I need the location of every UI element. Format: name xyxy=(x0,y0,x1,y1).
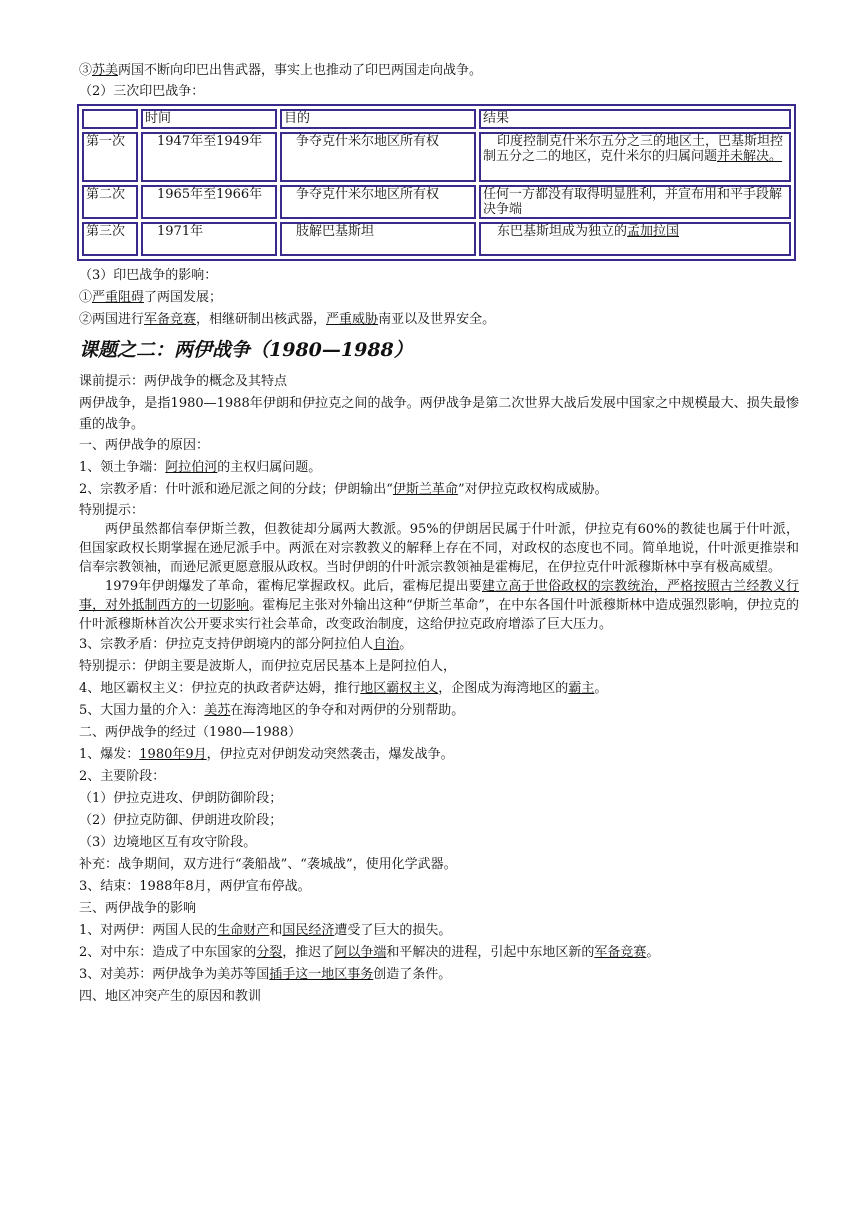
cell-result: 任何一方都没有取得明显胜利，并宣布用和平手段解决争端 xyxy=(479,185,791,219)
special-note-2: 特别提示：伊朗主要是波斯人，而伊拉克居民基本上是阿拉伯人， xyxy=(79,659,457,674)
header-cell: 结果 xyxy=(479,109,791,129)
table-row xyxy=(82,132,791,182)
cause-1: 1、领土争端：阿拉伯河的主权归属问题。 xyxy=(79,460,322,475)
row-label: 第一次 xyxy=(82,132,138,182)
course-2: 2、主要阶段： xyxy=(79,769,166,784)
cell-purpose: 争夺克什米尔地区所有权 xyxy=(280,185,476,219)
india-pakistan-wars-table xyxy=(77,104,796,261)
impact-title: （3）印巴战争的影响： xyxy=(79,268,218,283)
cell-result: 东巴基斯坦成为独立的孟加拉国 xyxy=(479,222,791,256)
section-title-effects: 三、两伊战争的影响 xyxy=(79,901,197,916)
cause-5: 5、大国力量的介入：美苏在海湾地区的争夺和对两伊的分别帮助。 xyxy=(79,703,465,718)
line-arms-sales: ③苏美两国不断向印巴出售武器，事实上也推动了印巴两国走向战争。 xyxy=(79,63,483,78)
impact-line-2: ②两国进行军备竞赛，相继研制出核武器，严重威胁南亚以及世界安全。 xyxy=(79,312,496,327)
impact-line-1: ①严重阻碍了两国发展； xyxy=(79,290,223,305)
cause-4: 4、地区霸权主义：伊拉克的执政者萨达姆，推行地区霸权主义，企图成为海湾地区的霸主。 xyxy=(79,681,608,696)
cause-2: 2、宗教矛盾：什叶派和逊尼派之间的分歧；伊朗输出“伊斯兰革命”对伊拉克政权构成威胁。 xyxy=(79,482,608,497)
cell-purpose: 争夺克什米尔地区所有权 xyxy=(280,132,476,182)
row-label: 第二次 xyxy=(82,185,138,219)
header-cell: 时间 xyxy=(141,109,277,129)
effect-1: 1、对两伊：两国人民的生命财产和国民经济遭受了巨大的损失。 xyxy=(79,923,452,938)
cell-purpose: 肢解巴基斯坦 xyxy=(280,222,476,256)
table-row xyxy=(82,222,791,256)
cell-time: 1965年至1966年 xyxy=(141,185,277,219)
header-cell xyxy=(82,109,138,129)
section-title-course: 二、两伊战争的经过（1980—1988） xyxy=(79,725,302,740)
cell-result: 印度控制克什米尔五分之三的地区土，巴基斯坦控制五分之二的地区，克什米尔的归属问题并未解决。 xyxy=(479,132,791,182)
note-paragraph-2: 1979年伊朗爆发了革命，霍梅尼掌握政权。此后，霍梅尼提出要建立高于世俗政权的宗教统治，严格按照古兰经教义行事，对外抵制西方的一切影响。霍梅尼主张对外输出这种“伊斯兰革命”，在中东各国什叶派穆斯林中造成强烈影响，伊拉克的什叶派穆斯林首次公开要求实行社会革命，改变政治制度，这给伊拉克政府增添了巨大压力。 xyxy=(79,579,799,632)
table-row xyxy=(82,185,791,219)
special-note-label: 特别提示： xyxy=(79,503,145,518)
supplement: 补充：战争期间，双方进行“袭船战”、“袭城战”，使用化学武器。 xyxy=(79,857,457,872)
section-title-lessons: 四、地区冲突产生的原因和教训 xyxy=(79,989,262,1004)
cause-3: 3、宗教矛盾：伊拉克支持伊朗境内的部分阿拉伯人自治。 xyxy=(79,637,413,652)
topic-heading: 课题之二：两伊战争（1980—1988） xyxy=(79,339,413,361)
course-3: 3、结束：1988年8月，两伊宣布停战。 xyxy=(79,879,311,894)
course-2c: （3）边境地区互有攻守阶段。 xyxy=(79,835,257,850)
effect-2: 2、对中东：造成了中东国家的分裂，推迟了阿以争端和平解决的进程，引起中东地区新的军备竞赛。 xyxy=(79,945,660,960)
section-title-causes: 一、两伊战争的原因： xyxy=(79,438,210,453)
table-header-row xyxy=(82,109,791,129)
note-paragraph-1: 两伊虽然都信奉伊斯兰教，但教徒却分属两大教派。95%的伊朗居民属于什叶派，伊拉克有60%的教徒也属于什叶派，但国家政权长期掌握在逊尼派手中。两派在对宗教教义的解释上存在不同，对政权的态度也不同。简单地说，什叶派更推崇和信奉宗教领袖，而逊尼派更愿意服从政权。当时伊朗的什叶派宗教领袖是霍梅尼，在伊拉克什叶派穆斯林中享有极高威望。 xyxy=(79,522,799,575)
pre-lesson-tip: 课前提示：两伊战争的概念及其特点 xyxy=(79,374,288,389)
intro-paragraph: 两伊战争，是指1980—1988年伊朗和伊拉克之间的战争。两伊战争是第二次世界大战后发展中国家之中规模最大、损失最惨重的战争。 xyxy=(79,396,799,432)
effect-3: 3、对美苏：两伊战争为美苏等国插手这一地区事务创造了条件。 xyxy=(79,967,452,982)
header-cell: 目的 xyxy=(280,109,476,129)
course-2b: （2）伊拉克防御、伊朗进攻阶段； xyxy=(79,813,283,828)
cell-time: 1947年至1949年 xyxy=(141,132,277,182)
cell-time: 1971年 xyxy=(141,222,277,256)
document-page xyxy=(79,60,799,1008)
row-label: 第三次 xyxy=(82,222,138,256)
course-1: 1、爆发：1980年9月，伊拉克对伊朗发动突然袭击，爆发战争。 xyxy=(79,747,454,762)
course-2a: （1）伊拉克进攻、伊朗防御阶段； xyxy=(79,791,283,806)
subheading-three-wars: （2）三次印巴战争： xyxy=(79,84,205,99)
